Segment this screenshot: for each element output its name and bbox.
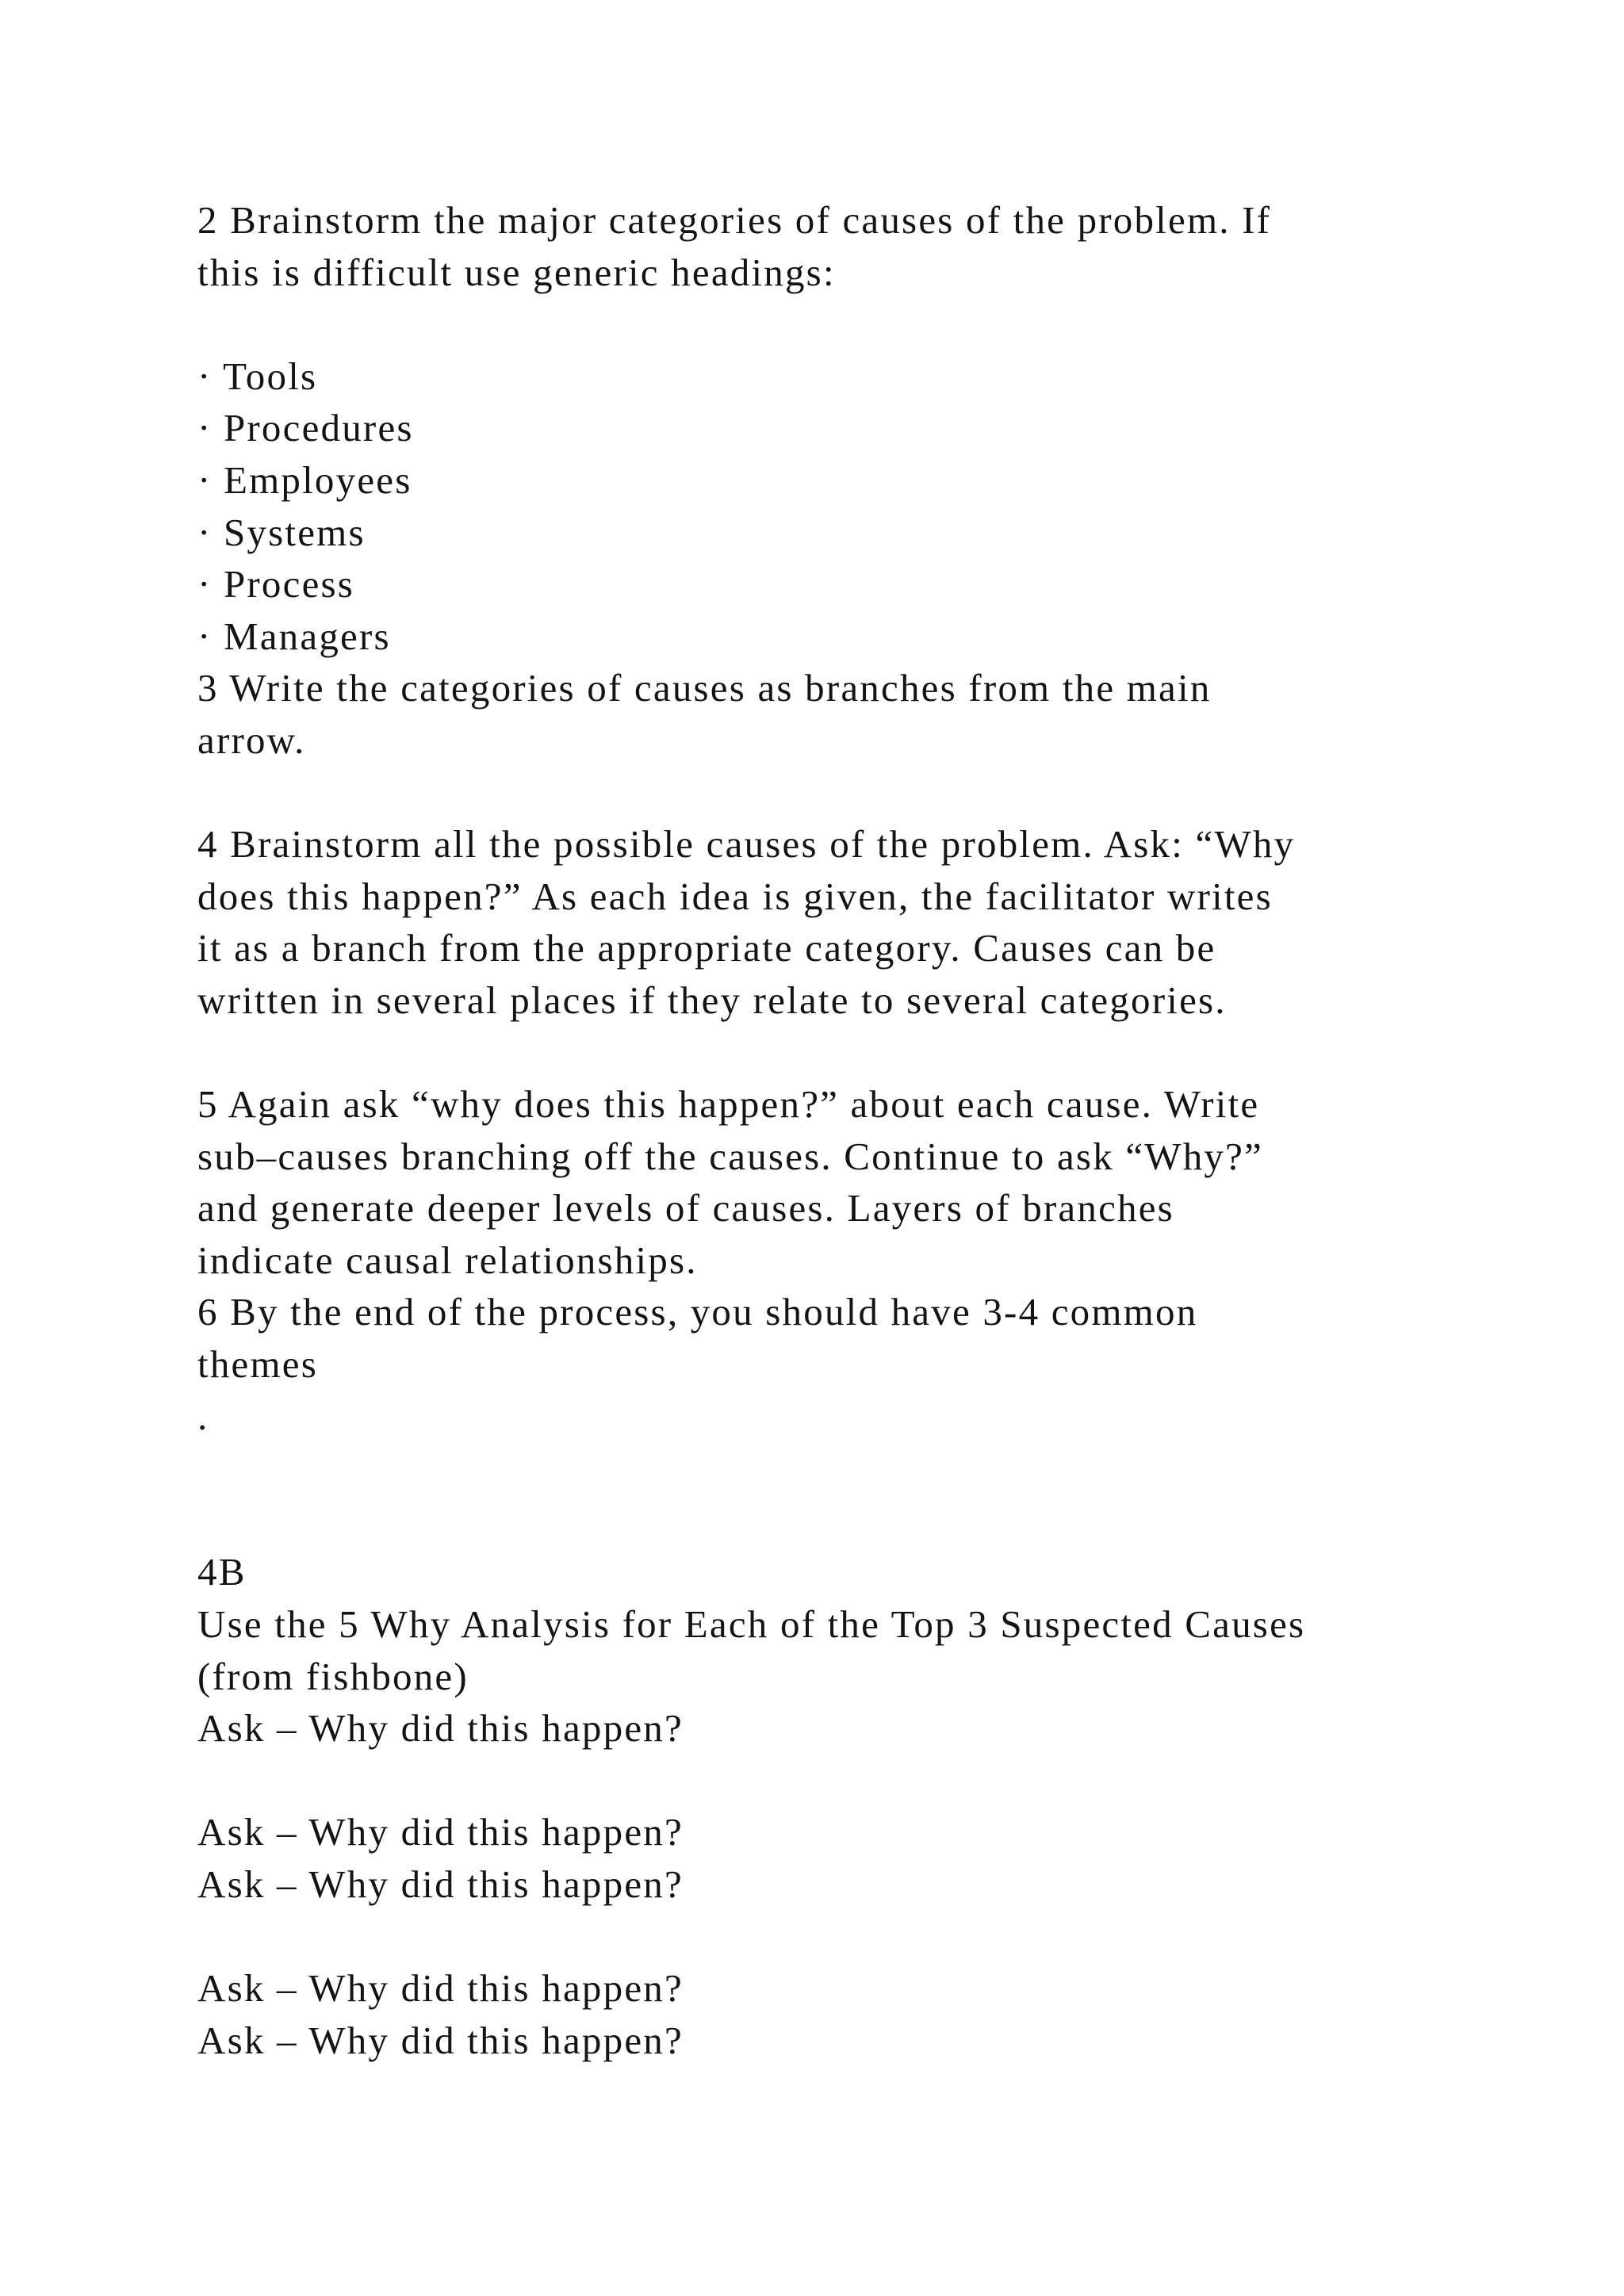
step-4-line-4: written in several places if they relate to several categories. [197, 978, 1227, 1022]
step-5-line-2: sub–causes branching off the causes. Continue to ask “Why?” [197, 1134, 1264, 1178]
step-6-period: . [197, 1394, 209, 1438]
blank-line [197, 1494, 1545, 1547]
step-3-line-1: 3 Write the categories of causes as branches from the main [197, 666, 1212, 710]
step-4-line-2: does this happen?” As each idea is given, the facilitator writes [197, 874, 1273, 918]
blank-line [197, 1027, 1545, 1079]
section-4b-heading: 4B [197, 1550, 247, 1594]
section-4b-title-line-2: (from fishbone) [197, 1654, 469, 1698]
heading-item-managers: · Managers [197, 614, 391, 658]
step-6-line-1: 6 By the end of the process, you should have 3-4 common [197, 1290, 1198, 1334]
heading-item-employees: · Employees [197, 457, 412, 502]
blank-line [197, 1442, 1545, 1494]
step-5-line-3: and generate deeper levels of causes. Layers of branches [197, 1186, 1174, 1230]
blank-line [197, 1911, 1545, 1963]
step-2-line-1: 2 Brainstorm the major categories of causes of the problem. If [197, 198, 1272, 242]
blank-line [197, 298, 1545, 350]
why-question-4: Ask – Why did this happen? [197, 1966, 684, 2011]
section-4b-title-line-1: Use the 5 Why Analysis for Each of the Top 3 Suspected Causes [197, 1602, 1306, 1647]
why-question-3: Ask – Why did this happen? [197, 1862, 684, 1906]
heading-item-tools: · Tools [197, 354, 318, 398]
step-6-line-2: themes [197, 1342, 318, 1387]
step-3-line-2: arrow. [197, 718, 306, 762]
why-question-2: Ask – Why did this happen? [197, 1810, 684, 1854]
why-question-5: Ask – Why did this happen? [197, 2018, 684, 2062]
step-5-line-4: indicate causal relationships. [197, 1238, 698, 1282]
step-4-line-3: it as a branch from the appropriate category. Causes can be [197, 926, 1216, 970]
step-2-line-2: this is difficult use generic headings: [197, 250, 836, 294]
step-5-line-1: 5 Again ask “why does this happen?” about each cause. Write [197, 1082, 1260, 1127]
heading-item-process: · Process [197, 562, 355, 607]
heading-item-procedures: · Procedures [197, 406, 414, 450]
step-4-line-1: 4 Brainstorm all the possible causes of the problem. Ask: “Why [197, 822, 1296, 867]
blank-line [197, 1755, 1545, 1807]
blank-line [197, 767, 1545, 819]
heading-item-systems: · Systems [197, 510, 366, 554]
document-body [197, 194, 1545, 2066]
why-question-1: Ask – Why did this happen? [197, 1706, 684, 1751]
